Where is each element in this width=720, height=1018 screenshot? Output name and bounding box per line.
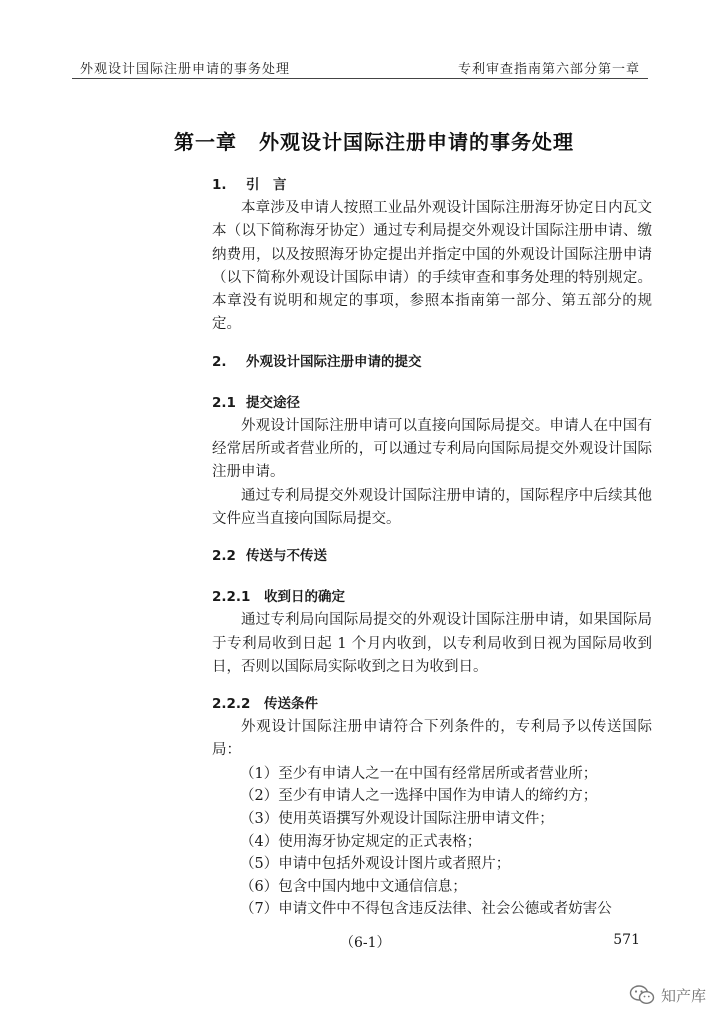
chapter-heading: 外观设计国际注册申请的事务处理 [259,130,574,154]
paragraph: 通过专利局向国际局提交的外观设计国际注册申请，如果国际局于专利局收到日起 1 个月内收到，以专利局收到日视为国际局收到日，否则以国际局实际收到之日为收到日。 [212,612,652,675]
section-number: 2.2.1 [212,589,251,606]
section-heading-1 [212,174,652,197]
section-title: 引 言 [246,177,287,193]
list-item: （2）至少有申请人之一选择中国作为申请人的缔约方； [240,788,598,805]
list-item: （1）至少有申请人之一在中国有经常居所或者营业所； [240,765,598,782]
chapter-number: 第一章 [174,130,237,154]
section-title: 外观设计国际注册申请的提交 [246,353,422,370]
page-number: 571 [613,932,640,948]
section-title: 传送与不传送 [246,548,327,565]
section-title: 传送条件 [264,696,318,713]
list-item: （7）申请文件中不得包含违反法律、社会公德或者妨害公 [240,901,612,918]
list-item: （5）申请中包括外观设计图片或者照片； [240,856,511,873]
page-label: （6-1） [340,935,391,951]
running-header-right: 专利审查指南第六部分第一章 [457,62,640,77]
section-number: 1. [212,177,227,193]
section-number: 2.2.2 [212,696,251,713]
header-divider [72,78,648,79]
section-heading-2-2 [212,545,652,568]
watermark [629,984,706,1006]
section-number: 2. [212,353,227,370]
list-item: （4）使用海牙协定规定的正式表格； [240,833,482,850]
section-heading-2-2-2 [212,693,652,716]
section-number: 2.1 [212,394,236,411]
paragraph: 本章涉及申请人按照工业品外观设计国际注册海牙协定日内瓦文本（以下简称海牙协定）通过专利局提交外观设计国际注册申请、缴纳费用，以及按照海牙协定提出并指定中国的外观设计国际注册申请（以下简称外观设计国际申请）的手续审查和事务处理的特别规定。本章没有说明和规定的事项，参照本指南第一部分、第五部分的规定。 [212,200,652,333]
watermark-text: 知产库 [660,986,706,1005]
section-number: 2.2 [212,548,236,565]
paragraph: 通过专利局提交外观设计国际注册申请的，国际程序中后续其他文件应当直接向国际局提交。 [212,487,652,527]
list-item: （6）包含中国内地中文通信信息； [240,878,467,895]
section-heading-2 [212,351,652,374]
wechat-icon [629,984,655,1006]
section-title: 收到日的确定 [264,589,345,606]
section-title: 提交途径 [246,394,300,411]
paragraph: 外观设计国际注册申请符合下列条件的，专利局予以传送国际局： [212,719,652,759]
running-header-left: 外观设计国际注册申请的事务处理 [80,62,291,77]
paragraph: 外观设计国际注册申请可以直接向国际局提交。申请人在中国有经常居所或者营业所的，可以通过专利局向国际局提交外观设计国际注册申请。 [212,417,652,481]
section-heading-2-1 [212,392,652,415]
chapter-title [0,126,720,155]
list-item: （3）使用英语撰写外观设计国际注册申请文件； [240,810,554,827]
section-heading-2-2-1 [212,586,652,609]
document-body [212,174,652,921]
